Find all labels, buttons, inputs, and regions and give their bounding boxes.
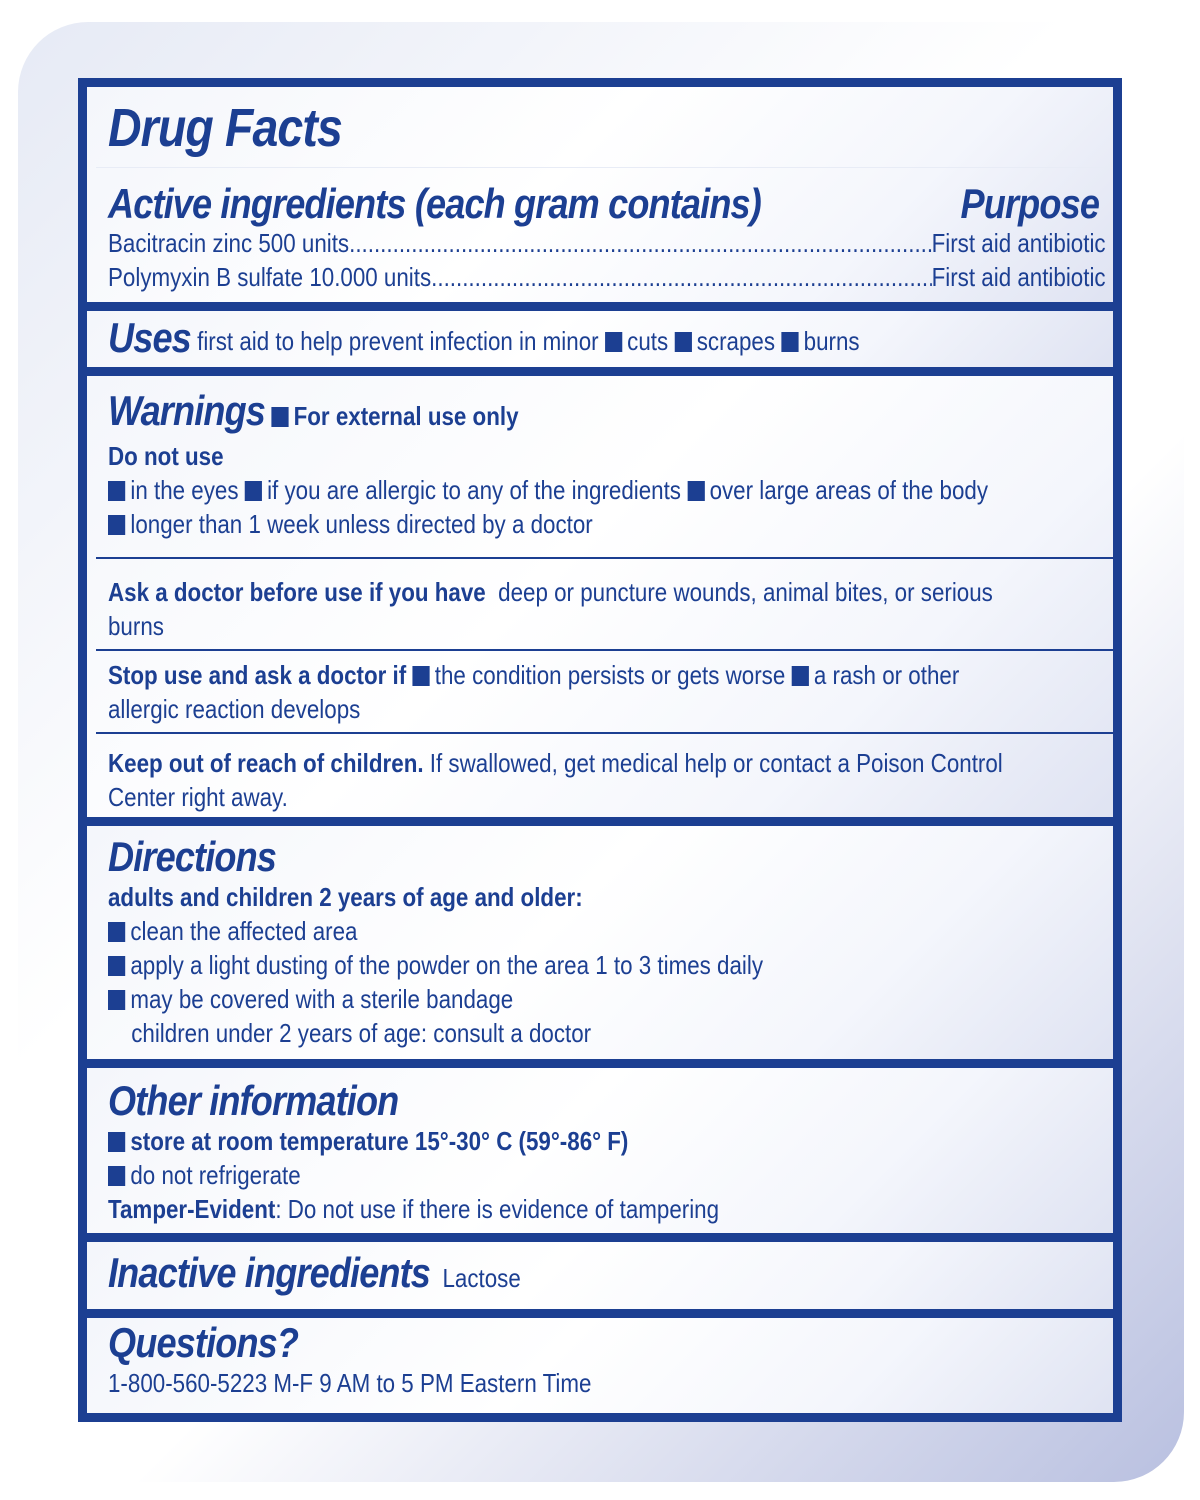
active-ingredients-heading: Active ingredients (each gram contains) [108,180,761,227]
uses-text: first aid to help prevent infection in minor [197,325,599,356]
uses-item: cuts [627,325,669,356]
questions-heading: Questions? [108,1319,299,1366]
directions-item: clean the affected area [130,916,358,946]
uses-section [87,311,1113,367]
active-ingredients-section [87,87,1113,302]
drug-facts-title: Drug Facts [108,98,342,158]
directions-subheading: adults and children 2 years of age and older: [108,882,583,912]
bullet-square-icon [245,481,262,501]
ask-doctor-text: deep or puncture wounds, animal bites, or serious [498,577,993,607]
bullet-square-icon [108,990,125,1010]
inactive-ingredients-text: Lactose [442,1263,521,1293]
do-not-use-heading: Do not use [108,441,224,471]
directions-item: apply a light dusting of the powder on the area 1 to 3 times daily [130,950,764,980]
ingredient-name: Bacitracin zinc 500 units [108,228,350,258]
ask-doctor-heading: Ask a doctor before use if you have [108,577,486,607]
bullet-square-icon [108,922,125,942]
other-info-heading: Other information [108,1077,399,1124]
purpose-heading: Purpose [960,180,1099,227]
directions-section [87,826,1113,1059]
questions-phone: 1-800-560-5223 M-F 9 AM to 5 PM Eastern Time [108,1368,592,1398]
ingredient-purpose: First aid antibiotic [931,228,1106,258]
bullet-square-icon [605,332,622,352]
tamper-evident-label: Tamper-Evident [108,1194,276,1224]
directions-children: children under 2 years of age: consult a doctor [131,1018,592,1048]
storage-text: store at room temperature 15°-30° C (59°-86° F) [130,1126,629,1156]
directions-heading: Directions [108,833,277,880]
bullet-square-icon [687,481,704,501]
do-not-use-item: longer than 1 week unless directed by a doctor [130,509,593,539]
stop-use-text-cont: allergic reaction develops [108,694,361,724]
bullet-square-icon [674,332,691,352]
active-ingredient-row [108,260,1106,294]
bullet-square-icon [108,1166,125,1186]
other-info-section [87,1068,1113,1233]
stop-use-item: a rash or other [813,660,960,690]
stop-use-item: the condition persists or gets worse [434,660,786,690]
ingredient-name: Polymyxin B sulfate 10.000 units [108,262,432,292]
do-not-use-item: in the eyes [130,475,239,505]
bullet-square-icon [271,407,288,427]
warnings-heading: Warnings [108,387,266,434]
bullet-square-icon [108,515,125,535]
keep-out-text: If swallowed, get medical help or contact a Poison Control [429,748,1003,778]
ask-doctor-text-cont: burns [108,611,164,641]
uses-item: burns [803,325,860,356]
keep-out-heading: Keep out of reach of children. [108,748,424,778]
questions-section [87,1318,1113,1413]
stop-use-heading: Stop use and ask a doctor if [108,660,407,690]
bullet-square-icon [108,1132,125,1152]
warnings-section [87,376,1113,817]
directions-item: may be covered with a sterile bandage [130,984,514,1014]
bullet-square-icon [108,956,125,976]
refrigerate-text: do not refrigerate [130,1160,301,1190]
active-ingredient-row [108,226,1106,260]
bullet-square-icon [108,481,125,501]
external-use-text: For external use only [293,401,519,431]
ingredient-purpose: First aid antibiotic [931,262,1106,292]
bullet-square-icon [781,332,798,352]
uses-item: scrapes [696,325,776,356]
drug-facts-panel [78,78,1122,1422]
do-not-use-item: if you are allergic to any of the ingredients [267,475,681,505]
bullet-square-icon [791,666,808,686]
uses-heading: Uses [108,313,191,361]
inactive-ingredients-heading: Inactive ingredients [108,1249,431,1296]
keep-out-text-cont: Center right away. [108,782,288,812]
do-not-use-item: over large areas of the body [709,475,989,505]
inactive-ingredients-section [87,1242,1113,1309]
tamper-evident-text: : Do not use if there is evidence of tampering [275,1194,720,1224]
bullet-square-icon [412,666,429,686]
